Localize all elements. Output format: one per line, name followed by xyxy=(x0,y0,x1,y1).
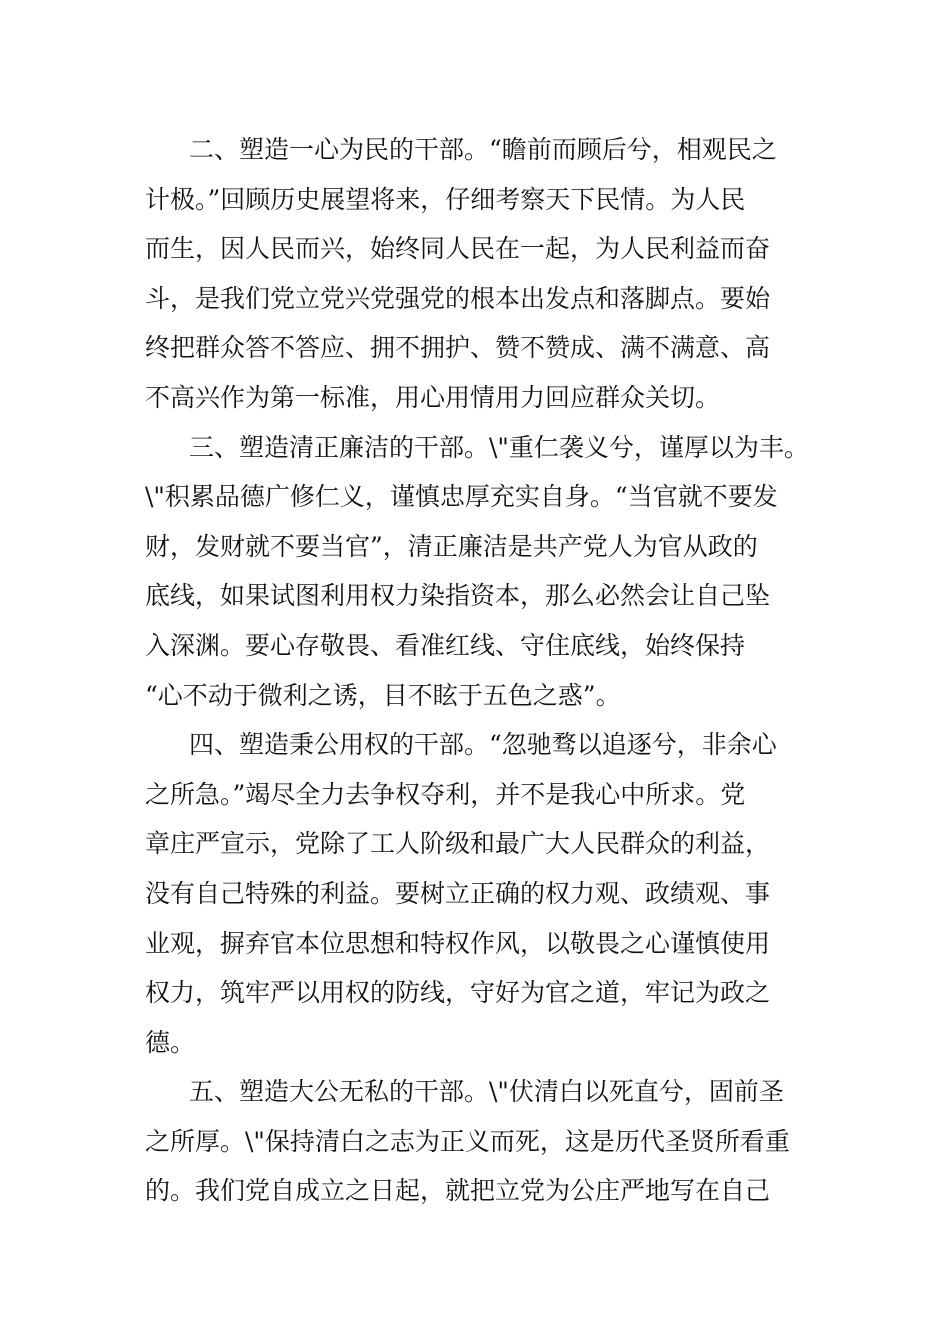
text-line: 三、塑造清正廉洁的干部。\"重仁袭义兮，谨厚以为丰。 xyxy=(189,432,809,462)
text-line: 四、塑造秉公用权的干部。“忽驰骛以追逐兮，非余心 xyxy=(189,730,777,760)
text-line: 业观，摒弃官本位思想和特权作风，以敬畏之心谨慎使用 xyxy=(145,928,771,958)
text-line: 而生，因人民而兴，始终同人民在一起，为人民利益而奋 xyxy=(145,234,771,264)
text-line: 财，发财就不要当官”，清正廉洁是共产党人为官从政的 xyxy=(145,531,758,561)
text-line: \"积累品德广修仁义，谨慎忠厚充实自身。“当官就不要发 xyxy=(145,482,778,512)
text-line: 不高兴作为第一标准，用心用情用力回应群众关切。 xyxy=(145,382,721,412)
text-line: 底线，如果试图利用权力染指资本，那么必然会让自己坠 xyxy=(145,581,771,611)
text-line: “心不动于微利之诱，目不眩于五色之惑”。 xyxy=(145,680,621,710)
text-line: 之所厚。\"保持清白之志为正义而死，这是历代圣贤所看重 xyxy=(145,1126,790,1156)
document-body xyxy=(145,125,825,1216)
text-line: 入深渊。要心存敬畏、看准红线、守住底线，始终保持 xyxy=(145,630,746,660)
text-line: 终把群众答不答应、拥不拥护、赞不赞成、满不满意、高 xyxy=(145,333,771,363)
text-line: 的。我们党自成立之日起，就把立党为公庄严地写在自己 xyxy=(145,1176,771,1206)
text-line: 二、塑造一心为民的干部。“瞻前而顾后兮，相观民之 xyxy=(189,135,777,164)
text-line: 五、塑造大公无私的干部。\"伏清白以死直兮，固前圣 xyxy=(189,1077,784,1107)
text-line: 之所急。”竭尽全力去争权夺利，并不是我心中所求。党 xyxy=(145,779,746,809)
text-line: 权力，筑牢严以用权的防线，守好为官之道，牢记为政之 xyxy=(145,978,771,1008)
text-line: 章庄严宣示，党除了工人阶级和最广大人民群众的利益， xyxy=(145,829,771,859)
text-line: 德。 xyxy=(145,1027,196,1057)
text-line: 没有自己特殊的利益。要树立正确的权力观、政绩观、事 xyxy=(145,878,771,908)
text-line: 斗，是我们党立党兴党强党的根本出发点和落脚点。要始 xyxy=(145,283,771,313)
text-line: 计极。”回顾历史展望将来，仔细考察天下民情。为人民 xyxy=(145,184,746,214)
